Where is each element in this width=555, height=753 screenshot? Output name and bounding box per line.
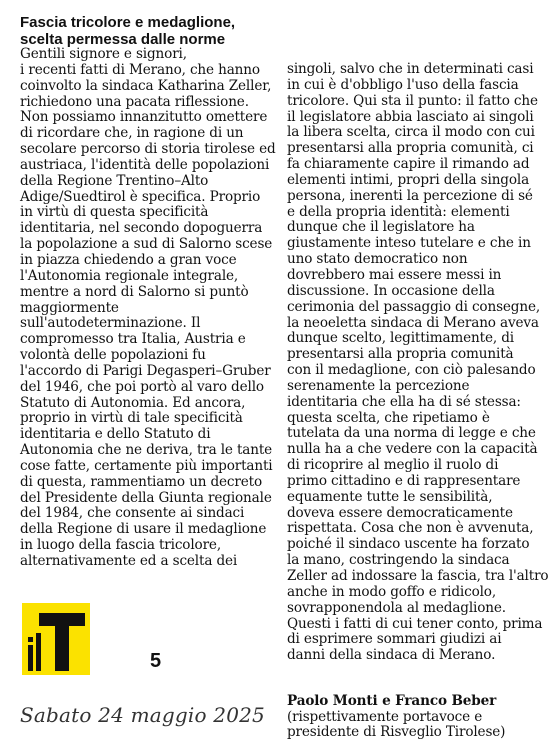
page-number: 5 [150, 650, 162, 672]
il-t-newspaper-logo-icon [22, 603, 90, 675]
article-headline: Fascia tricolore e medaglione, scelta permessa dalle norme [20, 14, 236, 48]
publication-date: Sabato 24 maggio 2025 [20, 703, 265, 727]
author-names: Paolo Monti e Franco Beber [287, 693, 497, 709]
author-role: (rispettivamente portavoce e presidente di Risveglio Tirolese) [287, 708, 506, 741]
author-signature [287, 694, 549, 741]
article-column-left: Gentili signore e signori, i recenti fatti di Merano, che hanno coinvolto la sindaca Katharina Zeller, richiedono una pacata riflessione. Non possiamo innanzitutto omettere di ricordare che, in ragione di un secolare percorso di storia tirolese ed austriaca, l'identità delle popolazioni della Regione Trentino–Alto Adige/Suedtirol è specifica. Proprio in virtù di questa specificità identitaria, nel secondo dopoguerra la popolazione a sud di Salorno scese in piazza chiedendo a gran voce l'Autonomia regionale integrale, mentre a nord di Salorno si puntò maggiormente sull'autodeterminazione. Il compromesso tra Italia, Austria e volontà delle popolazioni fu l'accordo di Parigi Degasperi–Gruber del 1946, che poi portò al varo dello Statuto di Autonomia. Ed ancora, proprio in virtù di tale specificità identitaria e dello Statuto di Autonomia che ne deriva, tra le tante cose fatte, certamente più importanti di questa, rammentiamo un decreto del Presidente della Giunta regionale del 1984, che consente ai sindaci della Regione di usare il medaglione in luogo della fascia tricolore, alternativamente ed a scelta dei [20, 46, 276, 569]
il-t-logo [22, 603, 90, 675]
article-column-right: singoli, salvo che in determinati casi in cui è d'obbligo l'uso della fascia tricolore. Qui sta il punto: il fatto che il legislatore abbia lasciato ai singoli la libera scelta, circa il modo con cui presentarsi alla propria comunità, ci fa chiaramente capire il rimando ad elementi intimi, propri della singola persona, inerenti la percezione di sé e della propria identità: elementi dunque che il legislatore ha giustamente inteso tutelare e che in uno stato democratico non dovrebbero mai essere messi in discussione. In occasione della cerimonia del passaggio di consegne, la neoeletta sindaca di Merano aveva dunque scelto, legittimamente, di presentarsi alla propria comunità con il medaglione, con ciò palesando serenamente la percezione identitaria che ella ha di sé stessa: questa scelta, che ripetiamo è tutelata da una norma di legge e che nulla ha a che vedere con la capacità di ricoprire al meglio il ruolo di primo cittadino e di rappresentare equamente tutte le sensibilità, doveva essere democraticamente rispettata. Cosa che non è avvenuta, poiché il sindaco uscente ha forzato la mano, costringendo la sindaca Zeller ad indossare la fascia, tra l'altro anche in modo goffo e ridicolo, sovrapponendola al medaglione. Questi i fatti di cui tener conto, prima di esprimere sommari giudizi ai danni della sindaca di Merano. [287, 61, 549, 664]
